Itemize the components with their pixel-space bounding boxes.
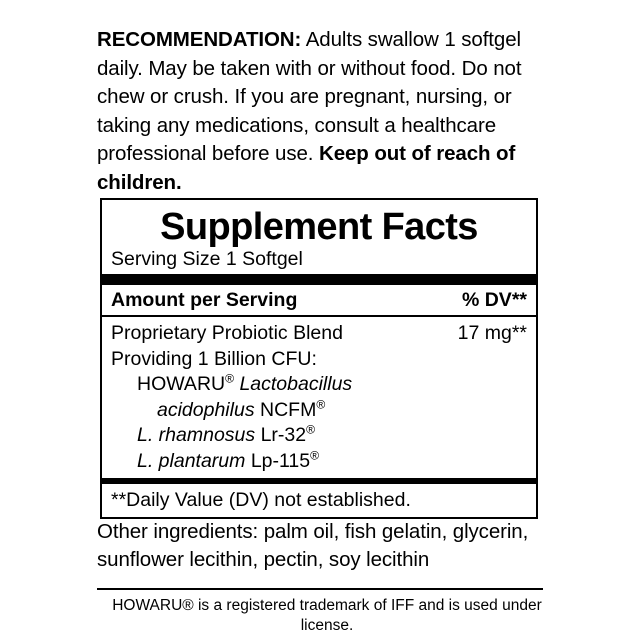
nutrient-rows <box>111 317 527 478</box>
nutrient-name <box>157 398 515 424</box>
nutrient-row <box>111 372 527 398</box>
recommendation-emphasis: Keep out of reach of children. <box>97 142 516 194</box>
nutrient-genus: Lactobacillus <box>239 373 353 395</box>
nutrient-row <box>111 398 527 424</box>
nutrient-species: acidophilus <box>157 398 255 421</box>
registered-mark: ® <box>316 397 326 411</box>
nutrient-row <box>111 347 527 373</box>
registered-mark: ® <box>225 371 235 386</box>
nutrient-species: L. rhamnosus <box>137 424 256 446</box>
nutrient-name: Providing 1 Billion CFU: <box>111 347 317 370</box>
trademark-notice: HOWARU® is a registered trademark of IFF and is used under license. <box>112 597 542 634</box>
nutrient-strain: Lp-115 <box>250 449 311 472</box>
other-ingredients-paragraph: Other ingredients: palm oil, fish gelatin, glycerin, sunflower lecithin, pectin, soy lecithin <box>97 520 529 571</box>
footer-divider <box>97 588 543 590</box>
registered-mark: ® <box>306 422 316 437</box>
nutrient-name <box>137 372 515 398</box>
supplement-facts-title: Supplement Facts <box>160 206 478 248</box>
nutrient-row <box>111 321 527 347</box>
nutrient-dv: 17 mg** <box>457 322 527 344</box>
registered-mark: ® <box>310 448 320 462</box>
nutrient-species: L. plantarum <box>137 449 246 472</box>
serving-size-line: Serving Size 1 Softgel <box>111 248 303 270</box>
nutrient-strain: Lr-32 <box>260 424 307 446</box>
recommendation-paragraph <box>97 26 567 197</box>
recommendation-label: RECOMMENDATION: <box>97 28 302 51</box>
daily-value-label: % DV** <box>461 289 527 311</box>
nutrient-row <box>111 449 527 475</box>
nutrient-brand: HOWARU <box>137 373 226 395</box>
amount-per-serving-header <box>111 285 527 315</box>
recommendation-body: Adults swallow 1 softgel daily. May be taken with or without food. Do not chew or crush. If you are pregnant, nursing, or taking any medications, consult a healthcare professional before use. <box>97 28 522 165</box>
amount-per-serving-label: Amount per Serving <box>111 289 298 311</box>
nutrient-name <box>137 423 515 449</box>
supplement-facts-panel <box>100 198 538 519</box>
nutrient-name <box>137 449 515 475</box>
nutrient-strain: NCFM <box>260 398 317 421</box>
nutrient-row <box>111 423 527 449</box>
nutrient-name: Proprietary Probiotic Blend <box>111 322 343 344</box>
daily-value-footnote: **Daily Value (DV) not established. <box>111 489 411 511</box>
panel-rule-thick-top <box>102 274 536 285</box>
